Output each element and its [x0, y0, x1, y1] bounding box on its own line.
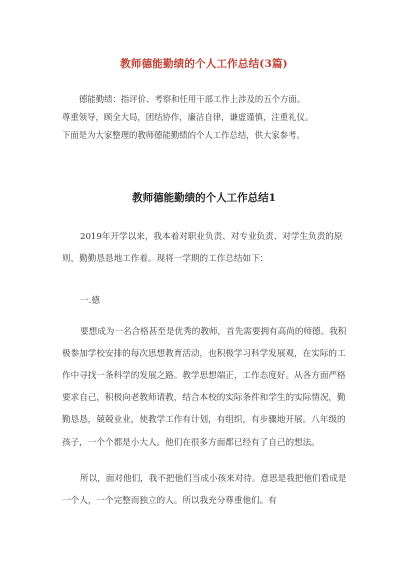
intro-block [62, 90, 362, 144]
paragraph-gap [62, 454, 352, 468]
intro-line-2: 尊重领导，顾全大局，团结协作，廉洁自律，谦虚谨慎，注重礼仪。 [62, 112, 314, 122]
paragraph-3: 所以，面对他们，我不把他们当成小孩来对待。意思是我把他们看成是一个人，一个完整而独立的人。所以我充分尊重他们。有 [62, 473, 347, 507]
section-title: 教师德能勤绩的个人工作总结1 [132, 192, 276, 204]
intro-line-3: 下面是为大家整理的教师德能勤绩的个人工作总结，供大家参考。 [62, 130, 305, 140]
paragraph-gap [62, 270, 352, 284]
document-title: 教师德能勤绩的个人工作总结(3篇) [120, 58, 288, 70]
section-heading-de: 一.德 [80, 296, 100, 307]
intro-line-1: 德能勤绩：指评价、考察和任用干部工作上涉及的五个方面。 [79, 94, 306, 104]
body-text [62, 226, 352, 512]
paragraph-1: 2019年开学以来，我本着对职业负责、对专业负责、对学生负责的原则，勤勤恳恳地工作着。现将一学期的工作总结如下： [62, 232, 343, 265]
paragraph-2: 要想成为一名合格甚至是优秀的教师，首先需要拥有高尚的师德。我积极参加学校安排的每次思想教育活动，也积极学习科学发展观，在实际的工作中寻找一条科学的发展之路。教学思想端正，工作态度好。从各方面严格要求自己，积极向老教师请教，结合本校的实际条件和学生的实际情况，勤勤恳恳，兢兢业业，使教学工作有计划，有组织，有步骤地开展。八年级的孩子，一个个都是小大人。他们在很多方面都已经有了自己的想法。 [62, 326, 347, 448]
